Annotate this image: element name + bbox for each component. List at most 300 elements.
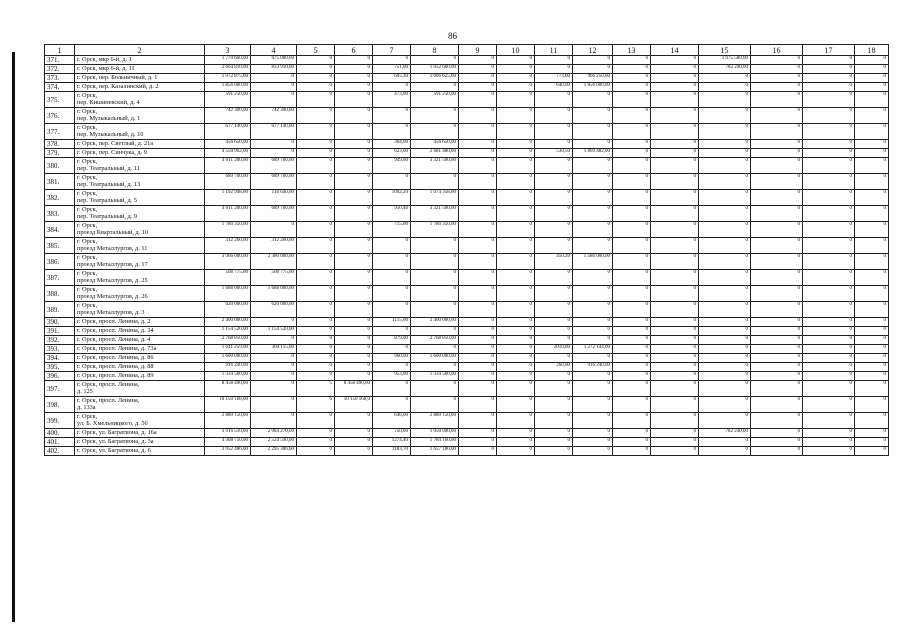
value-cell: 0 bbox=[573, 336, 613, 345]
value-cell: 0 bbox=[411, 174, 459, 190]
row-number: 384. bbox=[45, 222, 75, 238]
row-number: 388. bbox=[45, 286, 75, 302]
value-cell: 0 bbox=[251, 318, 297, 327]
table-row bbox=[45, 438, 889, 447]
value-cell: 0 bbox=[459, 92, 497, 108]
value-cell: 0 bbox=[497, 238, 535, 254]
value-cell: 0 bbox=[535, 318, 573, 327]
value-cell: 0 bbox=[335, 108, 373, 124]
row-number: 402. bbox=[45, 447, 75, 456]
value-cell: 0 bbox=[855, 56, 889, 65]
address-cell: г. Орск, просп. Ленина, д. 88 bbox=[75, 363, 205, 372]
value-cell: 0 bbox=[573, 318, 613, 327]
value-cell: 0 bbox=[251, 397, 297, 413]
table-row bbox=[45, 363, 889, 372]
value-cell: 0 bbox=[855, 438, 889, 447]
value-cell: 0 bbox=[335, 65, 373, 74]
value-cell: 0 bbox=[411, 56, 459, 65]
value-cell: 0 bbox=[803, 354, 855, 363]
value-cell: 0 bbox=[297, 140, 335, 149]
value-cell: 0 bbox=[535, 56, 573, 65]
value-cell: 591 250,00 bbox=[411, 92, 459, 108]
value-cell: 118 640,00 bbox=[251, 190, 297, 206]
row-number: 377. bbox=[45, 124, 75, 140]
value-cell: 0 bbox=[573, 108, 613, 124]
table-row bbox=[45, 174, 889, 190]
value-cell: 0 bbox=[535, 438, 573, 447]
value-cell: 0 bbox=[335, 336, 373, 345]
value-cell: 0 bbox=[297, 190, 335, 206]
value-cell: 782 240,00 bbox=[699, 429, 751, 438]
value-cell: 0 bbox=[751, 238, 803, 254]
value-cell: 0 bbox=[335, 92, 373, 108]
value-cell: 0 bbox=[651, 302, 699, 318]
value-cell: 0 bbox=[751, 254, 803, 270]
value-cell: 0 bbox=[573, 372, 613, 381]
value-cell: 0 bbox=[855, 447, 889, 456]
value-cell: 0 bbox=[497, 354, 535, 363]
value-cell: 0 bbox=[497, 318, 535, 327]
value-cell: 0 bbox=[497, 397, 535, 413]
value-cell: 0 bbox=[335, 429, 373, 438]
value-cell: 0 bbox=[699, 92, 751, 108]
value-cell: 0 bbox=[855, 270, 889, 286]
value-cell: 0 bbox=[251, 354, 297, 363]
value-cell: 0 bbox=[651, 92, 699, 108]
value-cell: 0 bbox=[297, 413, 335, 429]
value-cell: 0 bbox=[613, 65, 651, 74]
value-cell: 0 bbox=[613, 286, 651, 302]
value-cell: 0 bbox=[459, 397, 497, 413]
value-cell: 2 295 306,00 bbox=[251, 447, 297, 456]
value-cell: 0 bbox=[535, 354, 573, 363]
value-cell: 960,00 bbox=[373, 354, 411, 363]
value-cell: 0 bbox=[855, 429, 889, 438]
value-cell: 0 bbox=[613, 74, 651, 83]
value-cell: 530,50 bbox=[535, 149, 573, 158]
address-cell: г. Орск, просп. Ленина, д. 4 bbox=[75, 336, 205, 345]
value-cell: 0 bbox=[411, 238, 459, 254]
value-cell: 0 bbox=[699, 108, 751, 124]
value-cell: 0 bbox=[297, 438, 335, 447]
value-cell: 6 bbox=[297, 397, 335, 413]
table-row bbox=[45, 286, 889, 302]
value-cell: 0 bbox=[335, 254, 373, 270]
value-cell: 0 bbox=[335, 363, 373, 372]
value-cell: 0 bbox=[803, 140, 855, 149]
value-cell: 0 bbox=[251, 83, 297, 92]
value-cell: 0 bbox=[297, 124, 335, 140]
row-number: 376. bbox=[45, 108, 75, 124]
table-row bbox=[45, 336, 889, 345]
value-cell: 0 bbox=[459, 345, 497, 354]
value-cell: 0 bbox=[535, 302, 573, 318]
value-cell: 0 bbox=[613, 92, 651, 108]
value-cell: 0 bbox=[803, 92, 855, 108]
value-cell: 304,00 bbox=[373, 140, 411, 149]
value-cell: 1 050 000,00 bbox=[411, 429, 459, 438]
table-row bbox=[45, 206, 889, 222]
column-header: 8 bbox=[411, 45, 459, 56]
value-cell: 0 bbox=[751, 65, 803, 74]
value-cell: 0 bbox=[613, 397, 651, 413]
value-cell: 2 400 000,00 bbox=[205, 318, 251, 327]
value-cell: 0 bbox=[573, 222, 613, 238]
value-cell: 2 768 850,00 bbox=[205, 336, 251, 345]
value-cell: 1274,40 bbox=[373, 438, 411, 447]
value-cell: 0 bbox=[751, 397, 803, 413]
row-number: 383. bbox=[45, 206, 75, 222]
value-cell: 0 bbox=[651, 270, 699, 286]
value-cell: 0 bbox=[573, 206, 613, 222]
value-cell: 0 bbox=[613, 345, 651, 354]
value-cell: 0 bbox=[651, 372, 699, 381]
value-cell: 1 006 625,00 bbox=[411, 74, 459, 83]
table-row bbox=[45, 149, 889, 158]
value-cell: 1 154 520,00 bbox=[251, 327, 297, 336]
value-cell: 0 bbox=[497, 56, 535, 65]
row-number: 378. bbox=[45, 140, 75, 149]
value-cell: 1 688 000,00 bbox=[205, 286, 251, 302]
value-cell: 0 bbox=[803, 429, 855, 438]
value-cell: 0 bbox=[251, 74, 297, 83]
address-cell: г. Орск, просп. Ленина, д. 89 bbox=[75, 372, 205, 381]
value-cell: 0 bbox=[573, 447, 613, 456]
value-cell: 0 bbox=[459, 222, 497, 238]
value-cell: 0 bbox=[459, 174, 497, 190]
row-number: 395. bbox=[45, 363, 75, 372]
value-cell: 0 bbox=[459, 56, 497, 65]
table-row bbox=[45, 190, 889, 206]
row-number: 374. bbox=[45, 83, 75, 92]
address-cell: г. Орск, просп. Ленина, д. 2 bbox=[75, 318, 205, 327]
value-cell: 0 bbox=[803, 83, 855, 92]
value-cell: 0 bbox=[411, 270, 459, 286]
value-cell: 0 bbox=[751, 345, 803, 354]
value-cell: 0 bbox=[411, 302, 459, 318]
value-cell: 0 bbox=[297, 92, 335, 108]
value-cell: 591 250,00 bbox=[205, 92, 251, 108]
value-cell: 1 972 875,00 bbox=[205, 74, 251, 83]
value-cell: 0 bbox=[699, 438, 751, 447]
value-cell: 0 bbox=[751, 83, 803, 92]
column-header: 4 bbox=[251, 45, 297, 56]
value-cell: 0 bbox=[497, 438, 535, 447]
value-cell: 0 bbox=[751, 124, 803, 140]
value-cell: 0 bbox=[573, 158, 613, 174]
value-cell: 0 bbox=[855, 149, 889, 158]
value-cell: 677 140,00 bbox=[205, 124, 251, 140]
address-cell: г. Орск, ул. Багратиона, д. 6 bbox=[75, 447, 205, 456]
value-cell: 0 bbox=[497, 190, 535, 206]
value-cell: 0 bbox=[855, 190, 889, 206]
value-cell: 260,00 bbox=[535, 363, 573, 372]
value-cell: 0 bbox=[251, 149, 297, 158]
value-cell: 0 bbox=[699, 354, 751, 363]
address-cell: г. Орск, мкр 6-й, д. 1 bbox=[75, 56, 205, 65]
row-number: 392. bbox=[45, 336, 75, 345]
value-cell: 0 bbox=[335, 190, 373, 206]
value-cell: 0 bbox=[751, 354, 803, 363]
value-cell: 0 bbox=[803, 158, 855, 174]
value-cell: 0 bbox=[803, 327, 855, 336]
value-cell: 0 bbox=[751, 372, 803, 381]
row-number: 385. bbox=[45, 238, 75, 254]
value-cell: 966 250,00 bbox=[573, 74, 613, 83]
value-cell: 0 bbox=[535, 92, 573, 108]
table-row bbox=[45, 429, 889, 438]
value-cell: 0 bbox=[699, 397, 751, 413]
row-number: 393. bbox=[45, 345, 75, 354]
value-cell: 0 bbox=[497, 140, 535, 149]
value-cell: 4 011 200,00 bbox=[205, 206, 251, 222]
value-cell: 0 bbox=[497, 429, 535, 438]
value-cell: 0 bbox=[613, 354, 651, 363]
value-cell: 0 bbox=[803, 65, 855, 74]
value-cell: 8 458 490,00 bbox=[205, 381, 251, 397]
value-cell: 0 bbox=[699, 74, 751, 83]
address-cell: г. Орск, проезд Квартальный, д. 10 bbox=[75, 222, 205, 238]
value-cell: 0 bbox=[497, 254, 535, 270]
value-cell: 0 bbox=[497, 270, 535, 286]
value-cell: 0 bbox=[297, 222, 335, 238]
value-cell: 2 664 810,00 bbox=[205, 65, 251, 74]
value-cell: 0 bbox=[803, 270, 855, 286]
table-body bbox=[45, 56, 889, 456]
value-cell: 0 bbox=[751, 174, 803, 190]
value-cell: 0 bbox=[803, 447, 855, 456]
value-cell: 0 bbox=[651, 363, 699, 372]
value-cell: 0 bbox=[855, 92, 889, 108]
value-cell: 0 bbox=[497, 149, 535, 158]
value-cell: 0 bbox=[535, 286, 573, 302]
value-cell: 0 bbox=[613, 124, 651, 140]
value-cell: 0 bbox=[651, 174, 699, 190]
value-cell: 2 380 000,00 bbox=[251, 254, 297, 270]
value-cell: 0 bbox=[373, 286, 411, 302]
column-header: 18 bbox=[855, 45, 889, 56]
value-cell: 0 bbox=[651, 381, 699, 397]
value-cell: 949,00 bbox=[373, 158, 411, 174]
value-cell: 0 bbox=[573, 429, 613, 438]
value-cell: 0 bbox=[497, 174, 535, 190]
row-number: 396. bbox=[45, 372, 75, 381]
value-cell: 0 bbox=[613, 413, 651, 429]
address-cell: г. Орск, пер. Кишиневский, д. 4 bbox=[75, 92, 205, 108]
value-cell: 0 bbox=[297, 174, 335, 190]
value-cell: 0 bbox=[699, 174, 751, 190]
row-number: 386. bbox=[45, 254, 75, 270]
value-cell: 715,00 bbox=[373, 222, 411, 238]
row-number: 391. bbox=[45, 327, 75, 336]
value-cell: 953,00 bbox=[373, 372, 411, 381]
address-cell: г. Орск, пер. Театральный, д. 9 bbox=[75, 206, 205, 222]
value-cell: 0 bbox=[751, 286, 803, 302]
value-cell: 0 bbox=[803, 222, 855, 238]
value-cell: 0 bbox=[497, 372, 535, 381]
value-cell: 0 bbox=[613, 149, 651, 158]
value-cell: 0 bbox=[497, 413, 535, 429]
value-cell: 0 bbox=[699, 254, 751, 270]
address-cell: г. Орск, пер. Больничный, д. 1 bbox=[75, 74, 205, 83]
address-cell: г. Орск, пер. Театральный, д. 13 bbox=[75, 174, 205, 190]
column-header: 10 bbox=[497, 45, 535, 56]
value-cell: 0 bbox=[613, 56, 651, 65]
row-number: 380. bbox=[45, 158, 75, 174]
value-cell: 2 880 150,00 bbox=[411, 413, 459, 429]
row-number: 379. bbox=[45, 149, 75, 158]
value-cell: 0 bbox=[335, 158, 373, 174]
value-cell: 0 bbox=[699, 149, 751, 158]
value-cell: 0 bbox=[297, 345, 335, 354]
value-cell: 0 bbox=[699, 158, 751, 174]
value-cell: 0 bbox=[297, 336, 335, 345]
value-cell: 1 657 180,00 bbox=[411, 447, 459, 456]
value-cell: 1 856 000,00 bbox=[573, 83, 613, 92]
value-cell: 0 bbox=[297, 318, 335, 327]
value-cell: 0 bbox=[613, 447, 651, 456]
value-cell: 916 240,00 bbox=[573, 363, 613, 372]
address-cell: г. Орск, проезд Металлургов, д. 26 bbox=[75, 286, 205, 302]
value-cell: 916 240,00 bbox=[205, 363, 251, 372]
value-cell: 0 bbox=[535, 413, 573, 429]
value-cell: 0 bbox=[497, 286, 535, 302]
value-cell: 0 bbox=[699, 381, 751, 397]
value-cell: 0 bbox=[651, 429, 699, 438]
value-cell: 0 bbox=[699, 372, 751, 381]
value-cell: 0 bbox=[651, 238, 699, 254]
value-cell: 0 bbox=[855, 74, 889, 83]
value-cell: 0 bbox=[335, 174, 373, 190]
column-header: 6 bbox=[335, 45, 373, 56]
value-cell: 0 bbox=[535, 124, 573, 140]
value-cell: 0 bbox=[535, 65, 573, 74]
value-cell: 0 bbox=[535, 238, 573, 254]
value-cell: 0 bbox=[297, 65, 335, 74]
value-cell: 0 bbox=[855, 302, 889, 318]
value-cell: 0 bbox=[459, 286, 497, 302]
value-cell: 0 bbox=[535, 158, 573, 174]
value-cell: 0 bbox=[411, 327, 459, 336]
value-cell: 3 321 500,00 bbox=[411, 158, 459, 174]
value-cell: 0 bbox=[573, 302, 613, 318]
value-cell: 1 688 000,00 bbox=[251, 286, 297, 302]
value-cell: 0 bbox=[751, 413, 803, 429]
value-cell: 0 bbox=[373, 345, 411, 354]
value-cell: 0 bbox=[855, 124, 889, 140]
value-cell: 0 bbox=[297, 270, 335, 286]
value-cell: 0 bbox=[651, 318, 699, 327]
value-cell: 0 bbox=[613, 222, 651, 238]
value-cell: 1 052 660,00 bbox=[411, 65, 459, 74]
value-cell: 0 bbox=[699, 206, 751, 222]
value-cell: 0 bbox=[855, 65, 889, 74]
value-cell: 0 bbox=[411, 108, 459, 124]
value-cell: 0 bbox=[297, 429, 335, 438]
value-cell: 0 bbox=[459, 158, 497, 174]
value-cell: 0 bbox=[651, 124, 699, 140]
value-cell: 0 bbox=[373, 363, 411, 372]
value-cell: 0 bbox=[335, 372, 373, 381]
value-cell: 0 bbox=[573, 286, 613, 302]
value-cell: 0 bbox=[855, 108, 889, 124]
value-cell: 0 bbox=[699, 190, 751, 206]
value-cell: 2 400 000,00 bbox=[411, 318, 459, 327]
value-cell: 0 bbox=[699, 140, 751, 149]
address-cell: г. Орск, пер. Театральный, д. 5 bbox=[75, 190, 205, 206]
address-cell: г. Орск, проезд Металлургов, д. 25 bbox=[75, 270, 205, 286]
column-header: 5 bbox=[297, 45, 335, 56]
value-cell: 456 650,00 bbox=[411, 140, 459, 149]
value-cell: 0 bbox=[459, 381, 497, 397]
row-number: 397. bbox=[45, 381, 75, 397]
value-cell: 0 bbox=[751, 56, 803, 65]
value-cell: 0 bbox=[411, 286, 459, 302]
value-cell: 0 bbox=[803, 108, 855, 124]
address-cell: г. Орск, пер. Музыкальный, д. 1 bbox=[75, 108, 205, 124]
value-cell: 0 bbox=[459, 336, 497, 345]
value-cell: 0 bbox=[535, 327, 573, 336]
value-cell: 1 600 000,00 bbox=[205, 354, 251, 363]
row-number: 381. bbox=[45, 174, 75, 190]
value-cell: 0 bbox=[751, 318, 803, 327]
column-header: 16 bbox=[751, 45, 803, 56]
value-cell: 0 bbox=[251, 140, 297, 149]
value-cell: 0 bbox=[373, 238, 411, 254]
value-cell: 773,00 bbox=[535, 74, 573, 83]
value-cell: 640,00 bbox=[535, 83, 573, 92]
table-row bbox=[45, 447, 889, 456]
value-cell: 0 bbox=[497, 381, 535, 397]
value-cell: 3 952 486,00 bbox=[205, 447, 251, 456]
value-cell: 0 bbox=[251, 363, 297, 372]
value-cell: 1002,20 bbox=[373, 190, 411, 206]
address-cell: г. Орск, просп. Ленина, д. 133а bbox=[75, 397, 205, 413]
address-cell: г. Орск, пер. Театральный, д. 11 bbox=[75, 158, 205, 174]
value-cell: 0 bbox=[803, 363, 855, 372]
address-cell: г. Орск, мкр 6-й, д. 11 bbox=[75, 65, 205, 74]
value-cell: 369 115,00 bbox=[251, 345, 297, 354]
value-cell: 0 bbox=[699, 286, 751, 302]
value-cell: 0 bbox=[459, 372, 497, 381]
value-cell: 0 bbox=[651, 74, 699, 83]
value-cell: 0 bbox=[459, 363, 497, 372]
value-cell: 0 bbox=[535, 270, 573, 286]
row-number: 371. bbox=[45, 56, 75, 65]
column-header: 9 bbox=[459, 45, 497, 56]
value-cell: 0 bbox=[335, 327, 373, 336]
value-cell: 0 bbox=[803, 336, 855, 345]
value-cell: 0 bbox=[613, 302, 651, 318]
value-cell: 0 bbox=[855, 158, 889, 174]
value-cell: 0 bbox=[573, 270, 613, 286]
value-cell: 677 140,00 bbox=[251, 124, 297, 140]
value-cell: 0 bbox=[297, 149, 335, 158]
value-cell: 0 bbox=[411, 363, 459, 372]
address-cell: г. Орск, просп. Ленина, д. 34 bbox=[75, 327, 205, 336]
table-row bbox=[45, 222, 889, 238]
value-cell: 2 880 150,00 bbox=[205, 413, 251, 429]
table-row bbox=[45, 397, 889, 413]
value-cell: 0 bbox=[497, 345, 535, 354]
value-cell: 675 080,00 bbox=[251, 56, 297, 65]
value-cell: 0 bbox=[613, 140, 651, 149]
value-cell: 0 bbox=[497, 302, 535, 318]
value-cell: 0 bbox=[699, 413, 751, 429]
value-cell: 0 bbox=[335, 354, 373, 363]
value-cell: 1183,70 bbox=[373, 447, 411, 456]
value-cell: 1 192 998,00 bbox=[205, 190, 251, 206]
